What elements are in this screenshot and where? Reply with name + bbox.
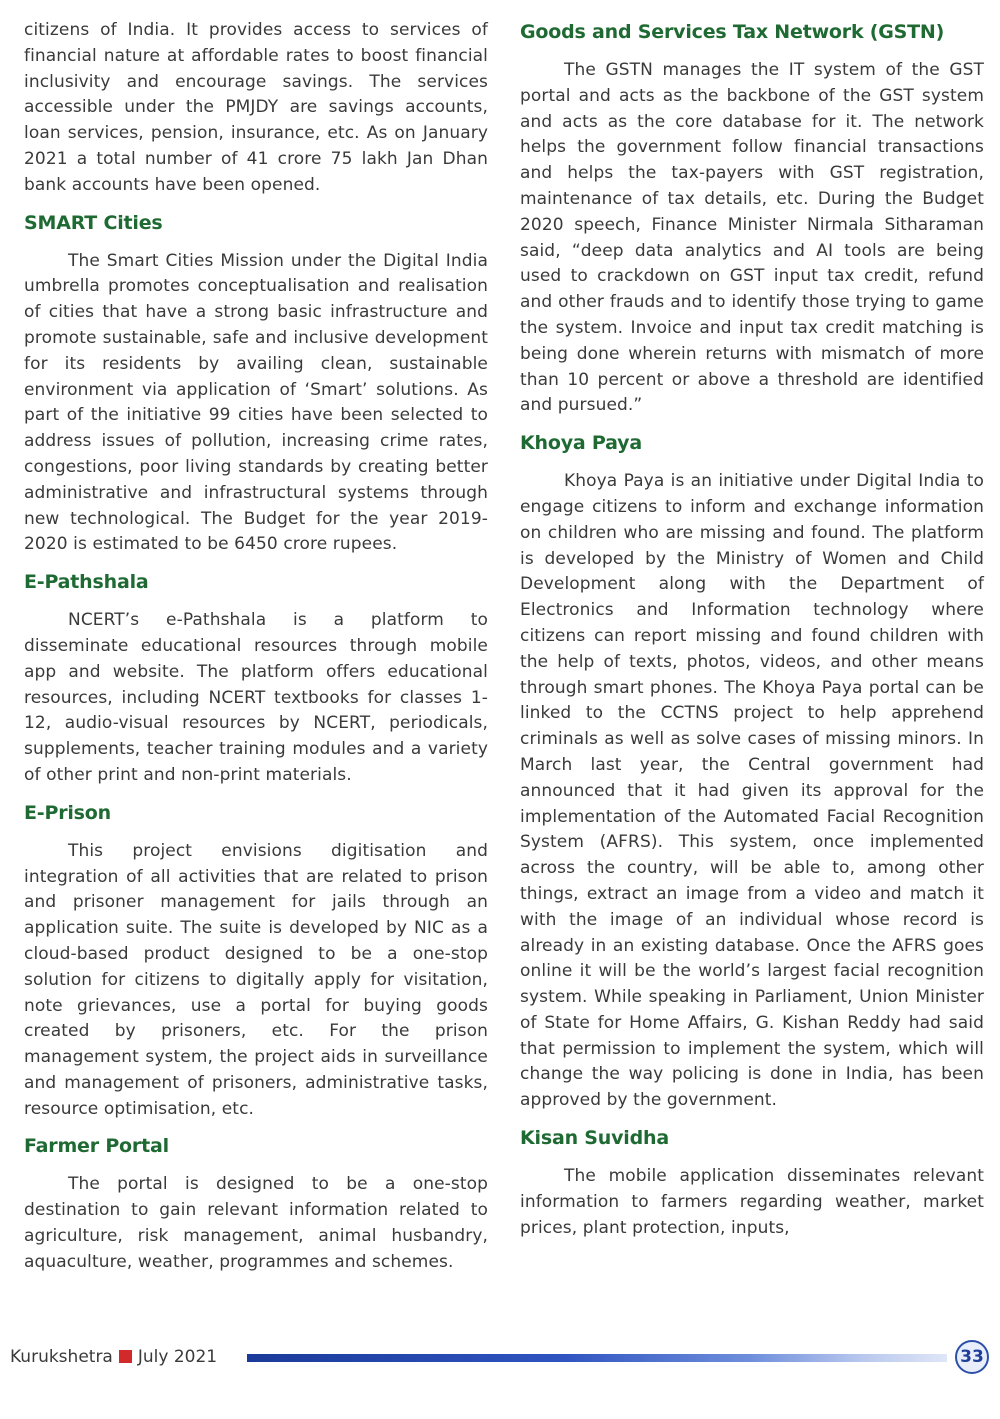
- khoya-paya-paragraph: Khoya Paya is an initiative under Digital India to engage citizens to inform and exchange information on children who are missing and found. The platform is developed by the Ministry of Women and Child Development along with the Department of Electronics and Information technology where citizens can report missing and found children with the help of texts, photos, videos, and other means through smart phones. The Khoya Paya portal can be linked to the CCTNS project to help apprehend criminals as well as solve cases of missing minors. In March last year, the Central government had announced that it had given its approval for the implementation of the Automated Facial Recognition System (AFRS). This system, once implemented across the country, will be able to, among other things, extract an image from a video and match it with the image of an individual whose record is already in an existing database. Once the AFRS goes online it will be the world’s largest facial recognition system. While speaking in Parliament, Union Minister of State for Home Affairs, G. Kishan Reddy had said that permission to implement the system, which will change the way policing is done in India, has been approved by the government.: [520, 471, 984, 1111]
- page-footer: [0, 1338, 1000, 1378]
- gstn-paragraph: The GSTN manages the IT system of the GST portal and acts as the backbone of the GST system and acts as the core database for it. The network helps the government follow financial transactions and helps the tax-payers with GST registration, maintenance of tax details, etc. During the Budget 2020 speech, Finance Minister Nirmala Sitharaman said, “deep data analytics and AI tools are being used to crackdown on GST input tax credit, refund and other frauds and to identify those trying to game the system. Invoice and input tax credit matching is being done wherein returns with mismatch of more than 10 percent or above a threshold are identified and pursued.”: [520, 60, 984, 416]
- eprison-heading: E-Prison: [24, 801, 111, 824]
- khoya-paya-heading: Khoya Paya: [520, 432, 642, 455]
- footer-masthead: [10, 1347, 217, 1367]
- smart-cities-paragraph: The Smart Cities Mission under the Digital India umbrella promotes conceptualisation and realisation of cities that have a strong basic infrastructure and promote sustainable, safe and inclusive development for its residents by availing clean, sustainable environment via application of ‘Smart’ solutions. As part of the initiative 99 cities have been selected to address issues of pollution, increasing crime rates, congestions, poor living standards by creating better administrative and infrastructural systems through new technological. The Budget for the year 2019-2020 is estimated to be 6450 crore rupees.: [24, 250, 488, 555]
- magazine-name: Kurukshetra: [10, 1347, 113, 1367]
- farmer-portal-paragraph: The portal is designed to be a one-stop destination to gain relevant information related to agriculture, risk management, animal husbandry, aquaculture, weather, programmes and schemes.: [24, 1174, 488, 1272]
- smart-cities-heading: SMART Cities: [24, 211, 163, 234]
- epathshala-paragraph: NCERT’s e-Pathshala is a platform to disseminate educational resources through mobile app and website. The platform offers educational resources, including NCERT textbooks for classes 1-12, audio-visual resources by NCERT, periodicals, supplements, teacher training modules and a variety of other print and non-print materials.: [24, 610, 488, 785]
- farmer-portal-heading: Farmer Portal: [24, 1135, 169, 1158]
- kisan-suvidha-heading: Kisan Suvidha: [520, 1127, 669, 1150]
- eprison-paragraph: This project envisions digitisation and integration of all activities that are related to prison and prisoner management for jails through an application suite. The suite is developed by NIC as a cloud-based product designed to be a one-stop solution for citizens to digitally apply for visitation, note grievances, use a portal for buying goods created by prisoners, etc. For the prison management system, the project aids in surveillance and management of prisoners, administrative tasks, resource optimisation, etc.: [24, 840, 488, 1119]
- issue-date: July 2021: [137, 1347, 218, 1367]
- kisan-suvidha-paragraph: The mobile application disseminates relevant information to farmers regarding weather, market prices, plant protection, inputs,: [520, 1166, 984, 1238]
- page-number: 33: [955, 1340, 989, 1374]
- right-column: [520, 20, 984, 1241]
- intro-paragraph: citizens of India. It provides access to services of financial nature at affordable rates to boost financial inclusivity and encourage savings. The services accessible under the PMJDY are savings accounts, loan services, pension, insurance, etc. As on January 2021 a total number of 41 crore 75 lakh Jan Dhan bank accounts have been opened.: [24, 20, 488, 195]
- gstn-heading: Goods and Services Tax Network (GSTN): [520, 21, 945, 43]
- footer-gradient-bar: [247, 1354, 947, 1362]
- left-column: [24, 18, 488, 1276]
- epathshala-heading: E-Pathshala: [24, 571, 149, 594]
- red-square-icon: [119, 1350, 132, 1363]
